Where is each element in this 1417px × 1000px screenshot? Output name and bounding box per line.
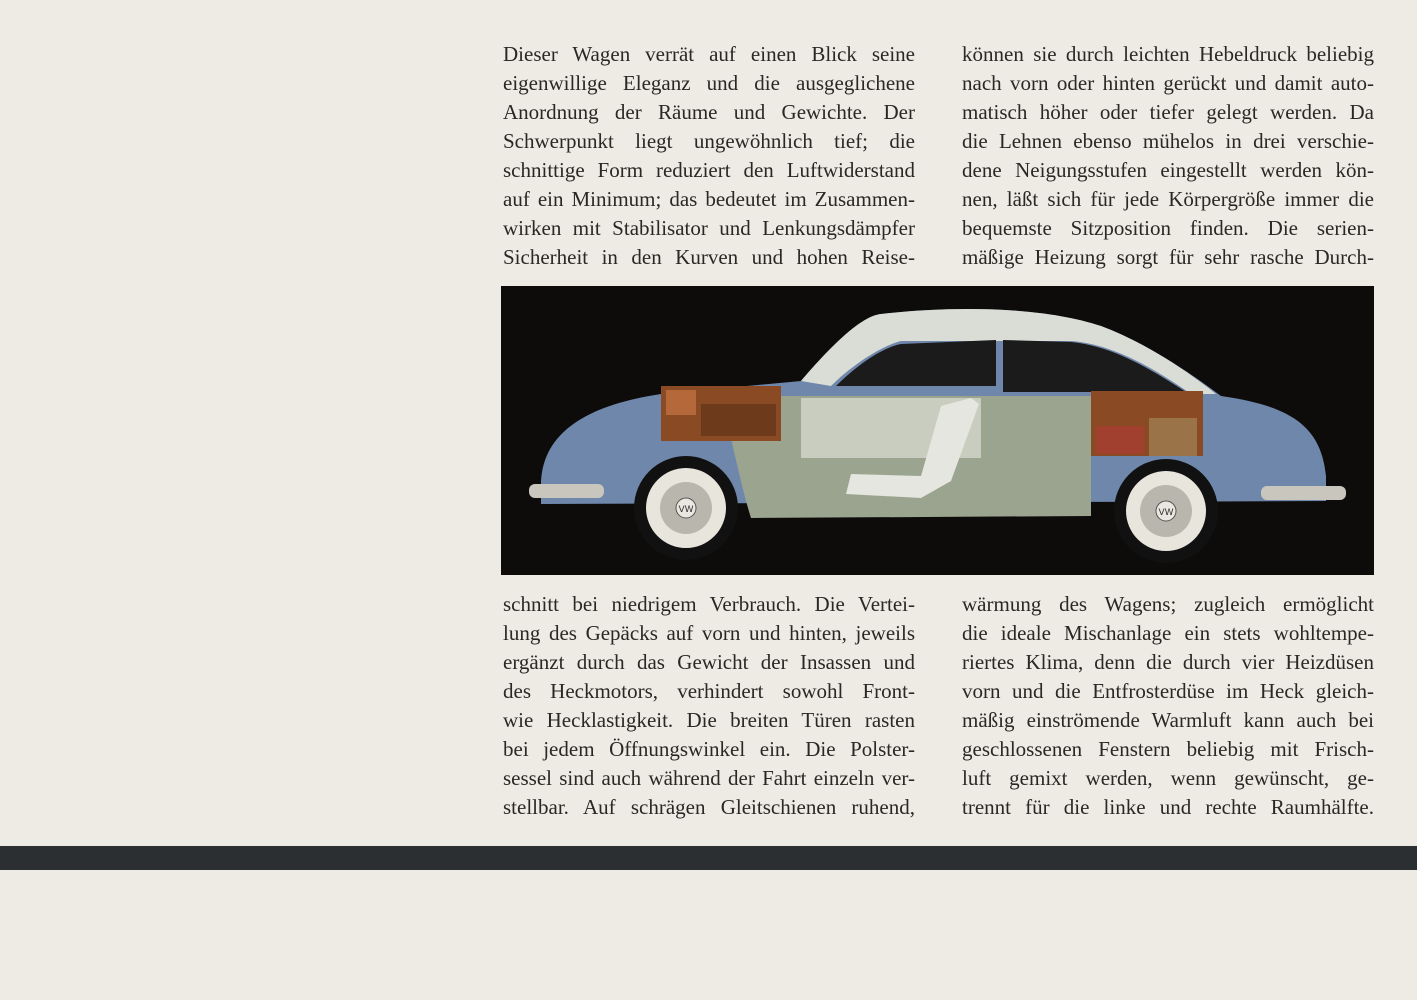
hubcap-logo-front: VW	[678, 505, 694, 515]
text-line: matisch höher oder tiefer gelegt werden. Da	[962, 100, 1374, 124]
text-line: vorn und die Entfrosterdüse im Heck gleich-	[962, 679, 1374, 703]
text-line: auf ein Minimum; das bedeutet im Zusammen-	[503, 187, 915, 211]
text-line: des Heckmotors, verhindert sowohl Front-	[503, 679, 915, 703]
text-line: Sicherheit in den Kurven und hohen Reise-	[503, 245, 915, 269]
text-line: lung des Gepäcks auf vorn und hinten, jeweils	[503, 621, 915, 645]
text-line: trennt für die linke und rechte Raumhälfte.	[962, 795, 1374, 819]
bottom-rule	[0, 846, 1417, 870]
car-cutaway-illustration	[501, 286, 1374, 575]
text-line: mäßige Heizung sorgt für sehr rasche Durch-	[962, 245, 1374, 269]
text-line: ergänzt durch das Gewicht der Insassen und	[503, 650, 915, 674]
text-line: nach vorn oder hinten gerückt und damit auto-	[962, 71, 1374, 95]
text-line: bequemste Sitzposition finden. Die serien-	[962, 216, 1374, 240]
text-line: riertes Klima, denn die durch vier Heizdüsen	[962, 650, 1374, 674]
text-line: Schwerpunkt liegt ungewöhnlich tief; die	[503, 129, 915, 153]
text-column-top-left	[503, 40, 915, 272]
text-line: die ideale Mischanlage ein stets wohltempe-	[962, 621, 1374, 645]
text-line: die Lehnen ebenso mühelos in drei verschie-	[962, 129, 1374, 153]
text-column-top-right	[962, 40, 1374, 272]
text-line: können sie durch leichten Hebeldruck beliebig	[962, 42, 1374, 66]
front-bumper	[529, 484, 604, 498]
text-line: wie Hecklastigkeit. Die breiten Türen rasten	[503, 708, 915, 732]
text-line: stellbar. Auf schrägen Gleitschienen ruhend,	[503, 795, 915, 819]
text-line: geschlossenen Fenstern beliebig mit Frisch-	[962, 737, 1374, 761]
text-line: bei jedem Öffnungswinkel ein. Die Polster-	[503, 737, 915, 761]
text-column-bottom-right	[962, 590, 1374, 822]
text-line: Dieser Wagen verrät auf einen Blick seine	[503, 42, 915, 66]
text-line: dene Neigungsstufen eingestellt werden kön-	[962, 158, 1374, 182]
text-line: wirken mit Stabilisator und Lenkungsdämpfer	[503, 216, 915, 240]
text-column-bottom-left	[503, 590, 915, 822]
text-line: wärmung des Wagens; zugleich ermöglicht	[962, 592, 1374, 616]
rear-bumper	[1261, 486, 1346, 500]
text-line: eigenwillige Eleganz und die ausgeglichene	[503, 71, 915, 95]
text-line: schnittige Form reduziert den Luftwiderstand	[503, 158, 915, 182]
text-line: luft gemixt werden, wenn gewünscht, ge-	[962, 766, 1374, 790]
text-line: mäßig einströmende Warmluft kann auch bei	[962, 708, 1374, 732]
text-line: schnitt bei niedrigem Verbrauch. Die Vertei-	[503, 592, 915, 616]
text-line: nen, läßt sich für jede Körpergröße immer die	[962, 187, 1374, 211]
hubcap-logo-rear: VW	[1158, 508, 1174, 518]
text-line: sessel sind auch während der Fahrt einzeln ver-	[503, 766, 915, 790]
text-line: Anordnung der Räume und Gewichte. Der	[503, 100, 915, 124]
